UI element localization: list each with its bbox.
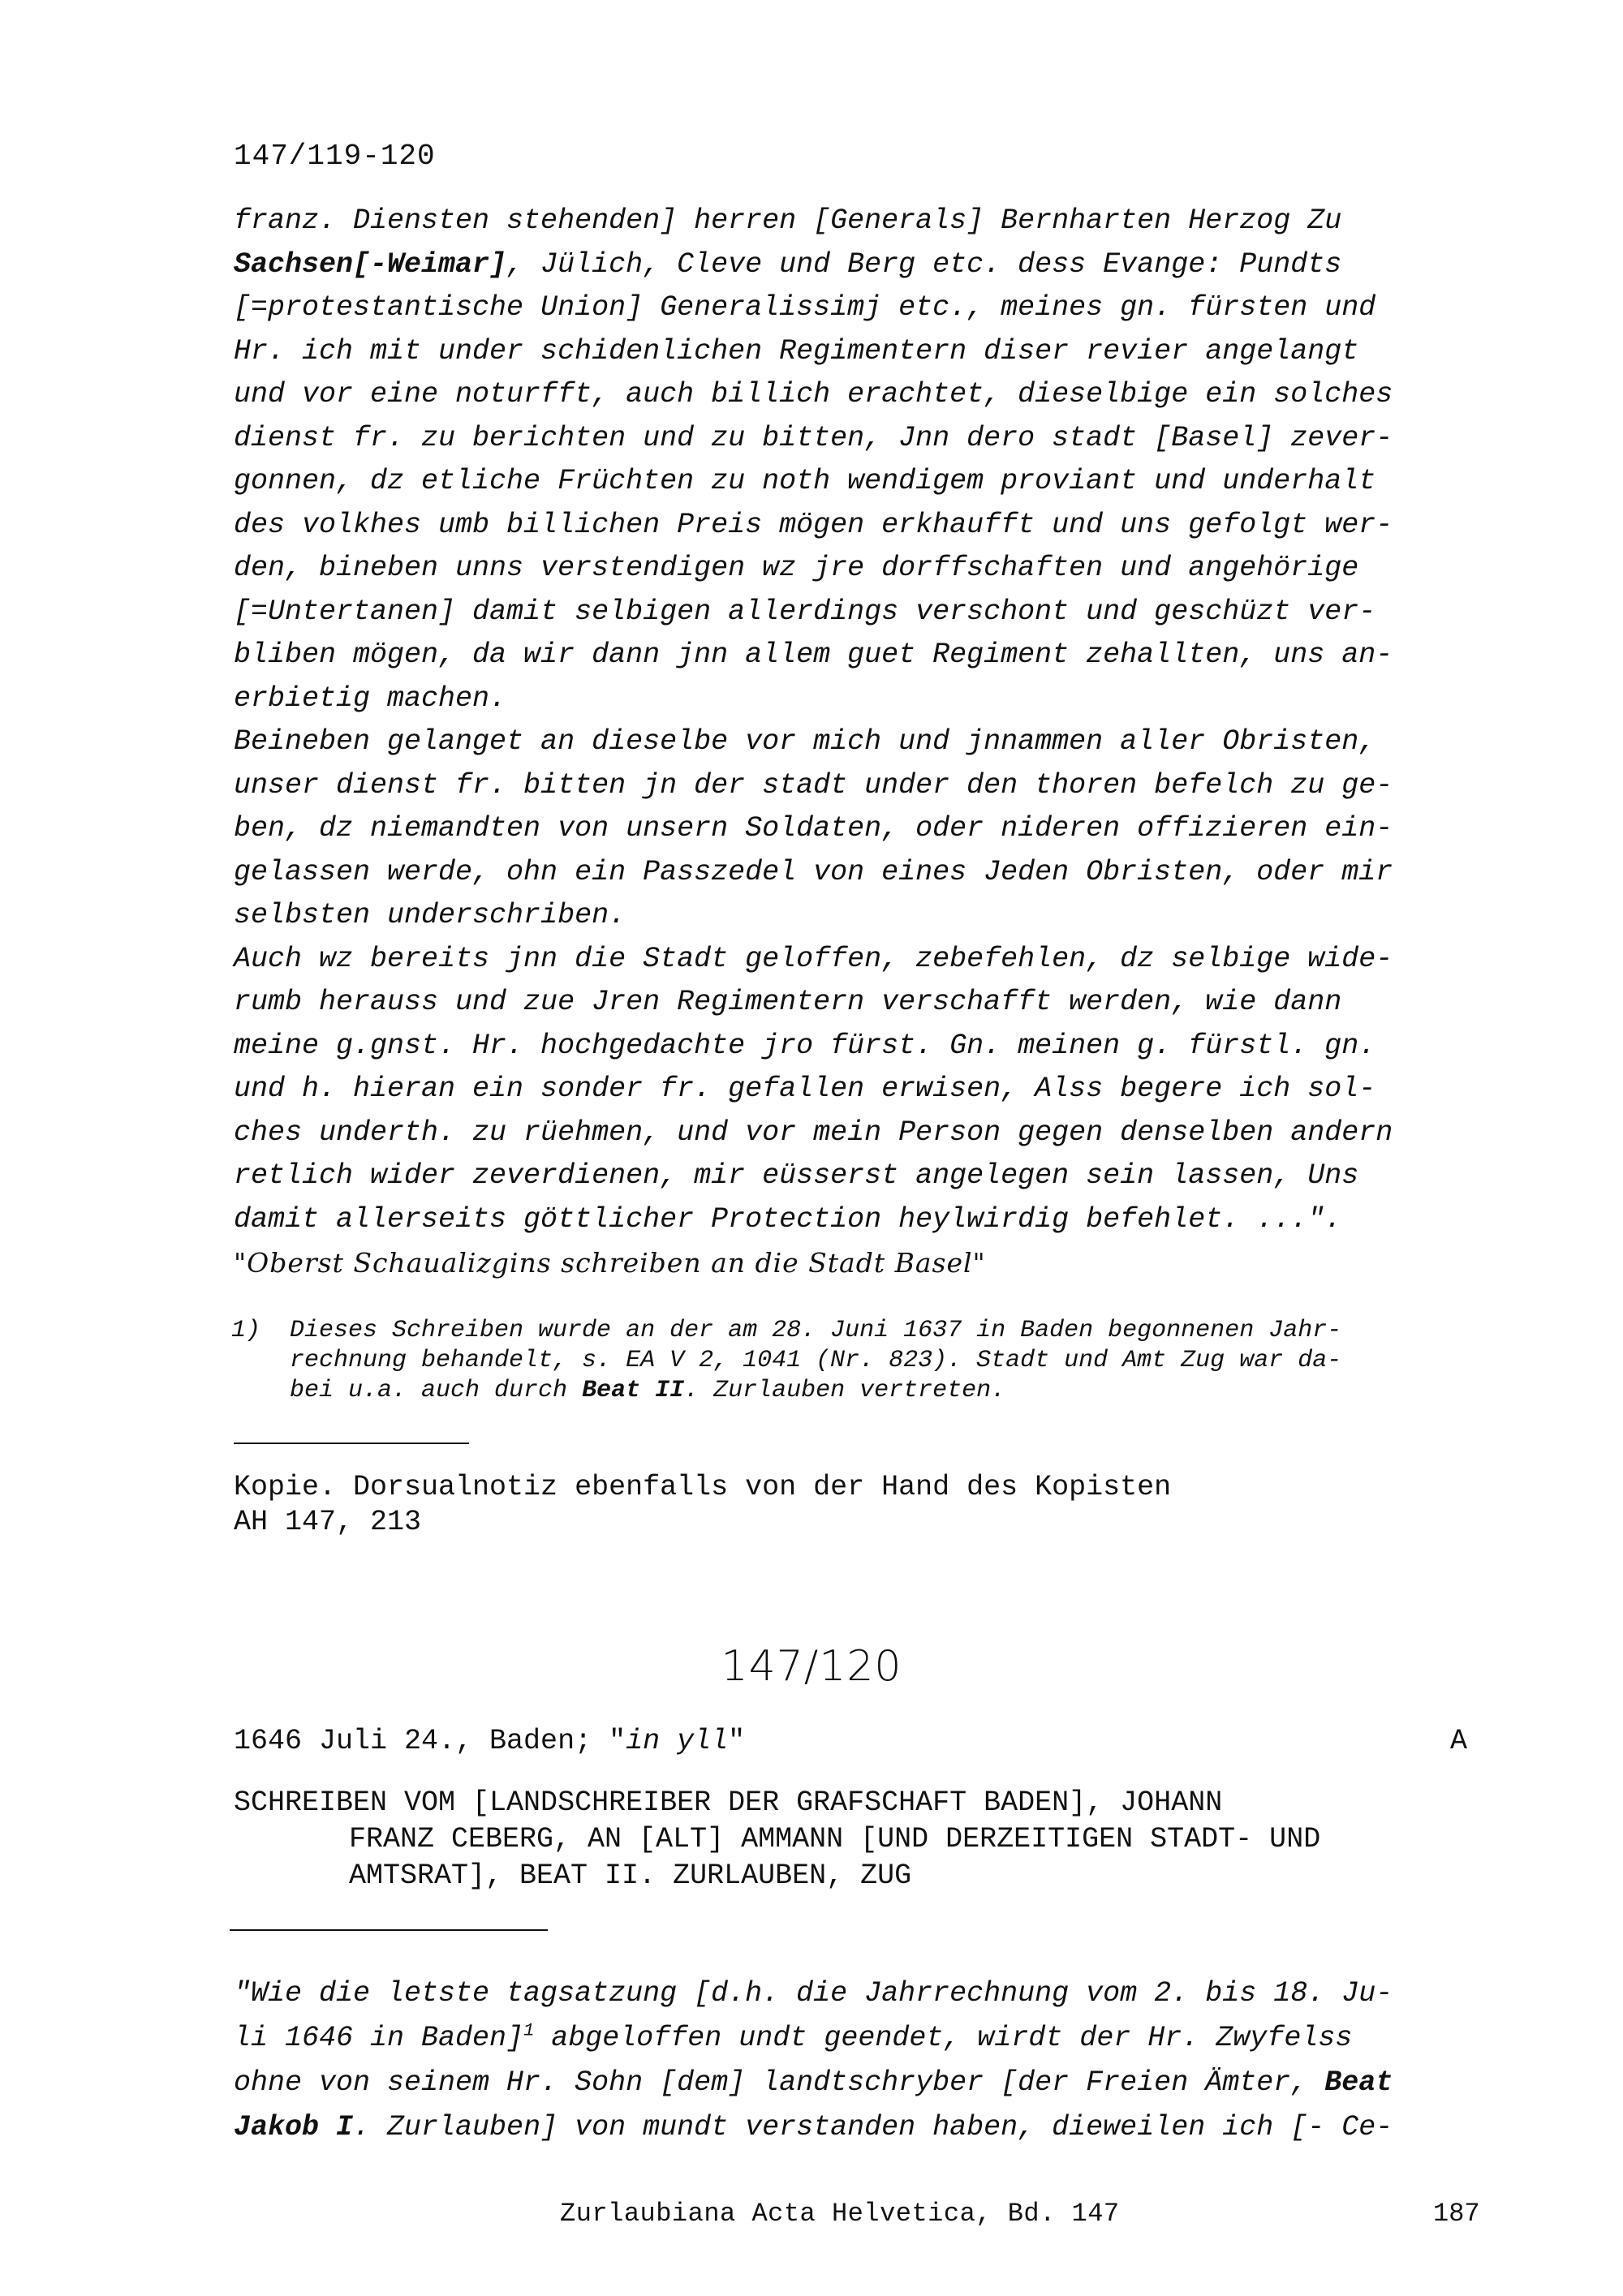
text-line: und vor eine noturfft, auch billich erachtet, dieselbige ein solches — [234, 378, 1393, 411]
document-number: 147/120 — [721, 1642, 902, 1691]
text-line: selbsten underschriben. — [234, 899, 626, 931]
source-line: Kopie. Dorsualnotiz ebenfalls von der Hand des Kopisten — [234, 1471, 1172, 1503]
text-line: bliben mögen, da wir dann jnn allem guet Regiment zehallten, uns an- — [234, 638, 1393, 671]
footer-series: Zurlaubiana Acta Helvetica, Bd. 147 — [560, 2199, 1120, 2229]
bold-name: Sachsen[-Weimar] — [234, 247, 507, 281]
text-line: gelassen werde, ohn ein Passzedel von eines Jeden Obristen, oder mir — [234, 855, 1393, 888]
title-line: AMTSRAT], BEAT II. ZURLAUBEN, ZUG — [349, 1860, 912, 1892]
text-line: retlich wider zeverdienen, mir eüsserst angelegen sein lassen, Uns — [234, 1159, 1359, 1192]
bold-name: Beat — [1324, 2066, 1393, 2099]
text-line: [=protestantische Union] Generalissimj etc., meines gn. fürsten und — [234, 291, 1376, 324]
text-line: gonnen, dz etliche Früchten zu noth wendigem proviant und underhalt — [234, 465, 1376, 497]
footnote-ref: 1 — [523, 2020, 535, 2041]
text-line: li 1646 in Baden]$^1$ abgeloffen undt geendet, wirdt der Hr. Zwyfelss — [234, 2020, 1353, 2054]
text-line: Sachsen[-Weimar], Jülich, Cleve und Berg etc. dess Evange: Pundts — [234, 247, 1342, 281]
text-line: des volkhes umb billichen Preis mögen erkhaufft und uns gefolgt wer- — [234, 508, 1393, 541]
text-line: Auch wz bereits jnn die Stadt geloffen, zebefehlen, dz selbige wide- — [234, 942, 1393, 975]
date-place: 1646 Juli 24., Baden; "in yll" — [234, 1725, 746, 1757]
footnote-divider — [234, 1443, 469, 1444]
text-line: franz. Diensten stehenden] herren [Generals] Bernharten Herzog Zu — [234, 204, 1342, 237]
dateline — [234, 1725, 1467, 1757]
footnote — [231, 1316, 1497, 1406]
dorsal-note: "Oberst Schaualizgins schreiben an die Stadt Basel" — [234, 1247, 986, 1279]
text-line: den, bineben unns verstendigen wz jre dorffschaften und angehörige — [234, 552, 1359, 584]
text-line: erbietig machen. — [234, 681, 507, 715]
text-line: dienst fr. zu berichten und zu bitten, Jnn dero stadt [Basel] zever- — [234, 421, 1393, 454]
text-line: Beineben gelanget an dieselbe vor mich und jnnammen aller Obristen, — [234, 725, 1376, 758]
source-line: AH 147, 213 — [234, 1506, 422, 1538]
text-line: ches underth. zu rüehmen, und vor mein Person gegen denselben andern — [234, 1116, 1393, 1149]
source-note — [234, 1470, 1171, 1540]
document-title — [234, 1785, 1500, 1894]
bold-name: Jakob I — [234, 2111, 354, 2143]
footnote-number: 1) — [231, 1317, 261, 1344]
document-marker: A — [1449, 1725, 1467, 1757]
text-line: unser dienst fr. bitten jn der stadt under den thoren befelch zu ge- — [234, 768, 1393, 802]
letter-2-text — [234, 1971, 1500, 2150]
text-line: meine g.gnst. Hr. hochgedachte jro fürst. Gn. meinen g. fürstl. gn. — [234, 1029, 1376, 1062]
bold-name: Beat II — [582, 1377, 685, 1404]
text-line: und h. hieran ein sonder fr. gefallen erwisen, Alss begere ich sol- — [234, 1073, 1376, 1105]
text-line: rumb herauss und zue Jren Regimentern verschafft werden, wie dann — [234, 986, 1342, 1018]
page-header-reference: 147/119-120 — [234, 140, 436, 173]
text-line: ben, dz niemandten von unsern Soldaten, oder nideren offizieren ein- — [234, 812, 1393, 845]
letter-1-text — [234, 200, 1483, 1285]
title-line: FRANZ CEBERG, AN [ALT] AMMANN [UND DERZEITIGEN STADT- UND — [349, 1823, 1321, 1855]
title-line: SCHREIBEN VOM [LANDSCHREIBER DER GRAFSCHAFT BADEN], JOHANN — [234, 1786, 1223, 1819]
text-line: Hr. ich mit under schidenlichen Regimentern diser revier angelangt — [234, 334, 1359, 368]
footnote-text: Dieses Schreiben wurde an der am 28. Juni 1637 in Baden begonnenen Jahr- rechnung behandelt, s. EA V 2, 1041 (Nr. 823). Stadt und Amt Zug war da- bei u.a. auch durch Beat II. Zurlauben vertreten. — [290, 1317, 1342, 1404]
text-line: [=Untertanen] damit selbigen allerdings verschont und geschüzt ver- — [234, 595, 1376, 628]
page-number: 187 — [1433, 2199, 1480, 2229]
text-line: Jakob I. Zurlauben] von mundt verstanden haben, dieweilen ich [- Ce- — [234, 2111, 1393, 2143]
text-line: damit allerseits göttlicher Protection heylwirdig befehlet. ...". — [234, 1202, 1342, 1236]
title-divider — [230, 1929, 548, 1931]
text-line: ohne von seinem Hr. Sohn [dem] landtschryber [der Freien Ämter, Beat — [234, 2066, 1393, 2099]
text-line: "Wie die letste tagsatzung [d.h. die Jahrrechnung vom 2. bis 18. Ju- — [234, 1977, 1393, 2010]
